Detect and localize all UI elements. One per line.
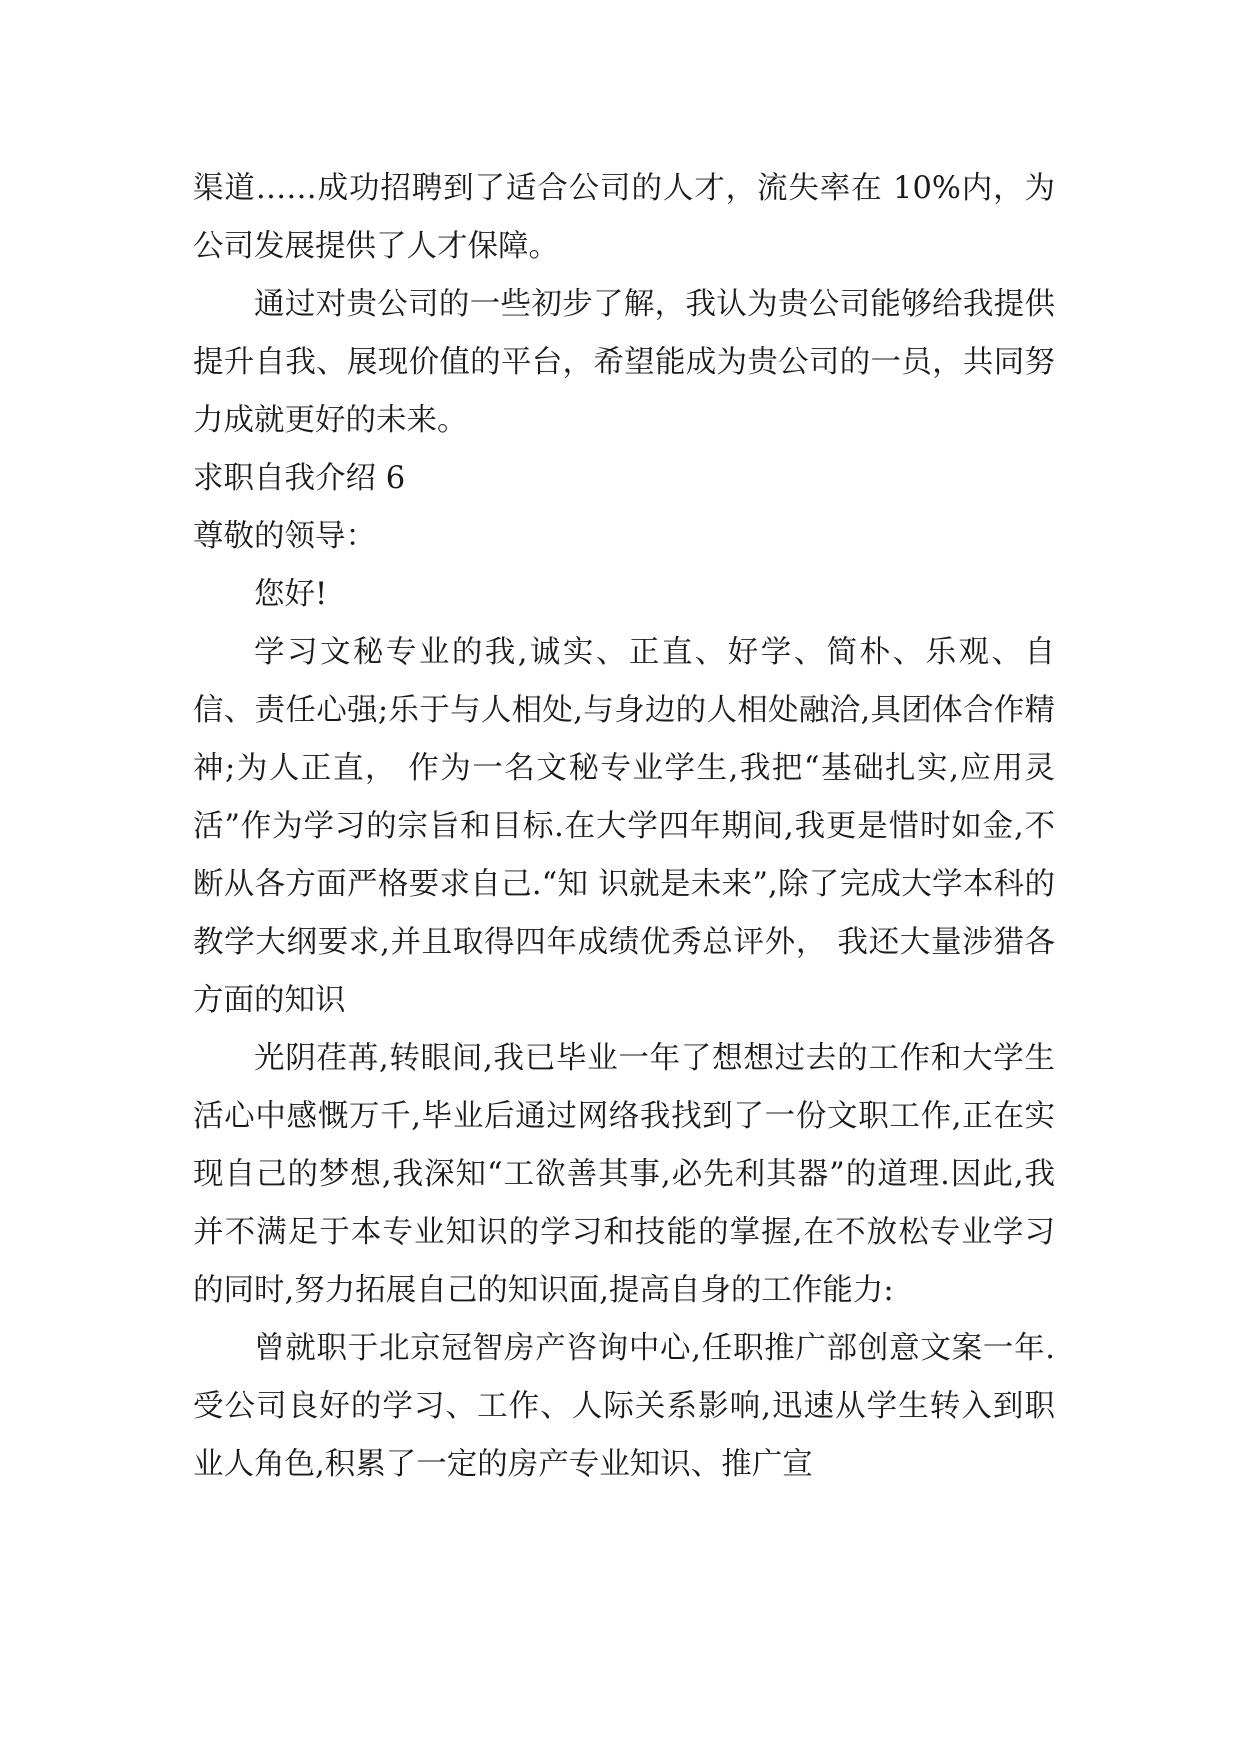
- document-body: [193, 160, 1055, 1494]
- paragraph-work-experience: 曾就职于北京冠智房产咨询中心,任职推广部创意文案一年. 受公司良好的学习、工作、人际关系影响,迅速从学生转入到职业人角色,积累了一定的房产专业知识、推广宣: [193, 1331, 1055, 1482]
- paragraph-recruitment-result: 渠道……成功招聘到了适合公司的人才，流失率在 10%内，为公司发展提供了人才保障。: [193, 171, 1055, 264]
- paragraph-after-graduation: 光阴荏苒,转眼间,我已毕业一年了想想过去的工作和大学生活心中感慨万千,毕业后通过网络我找到了一份文职工作,正在实现自己的梦想,我深知“工欲善其事,必先利其器”的道理.因此,我并不满足于本专业知识的学习和技能的掌握,在不放松专业学习的同时,努力拓展自己的知识面,提高自身的工作能力:: [193, 1041, 1055, 1308]
- section-heading: 求职自我介绍 6: [193, 461, 406, 496]
- salutation: 尊敬的领导：: [193, 519, 376, 554]
- paragraph-personal-traits: 学习文秘专业的我,诚实、正直、好学、简朴、乐观、自信、责任心强;乐于与人相处,与身边的人相处融洽,具团体合作精神;为人正直， 作为一名文秘专业学生,我把“基础扎实,应用灵活”作为学习的宗旨和目标.在大学四年期间,我更是惜时如金,不断从各方面严格要求自己.“知 识就是未来”,除了完成大学本科的教学大纲要求,并且取得四年成绩优秀总评外， 我还大量涉猎各方面的知识: [193, 635, 1055, 1018]
- paragraph-company-understanding: 通过对贵公司的一些初步了解，我认为贵公司能够给我提供提升自我、展现价值的平台，希望能成为贵公司的一员，共同努力成就更好的未来。: [193, 287, 1055, 438]
- greeting: 您好!: [254, 577, 328, 612]
